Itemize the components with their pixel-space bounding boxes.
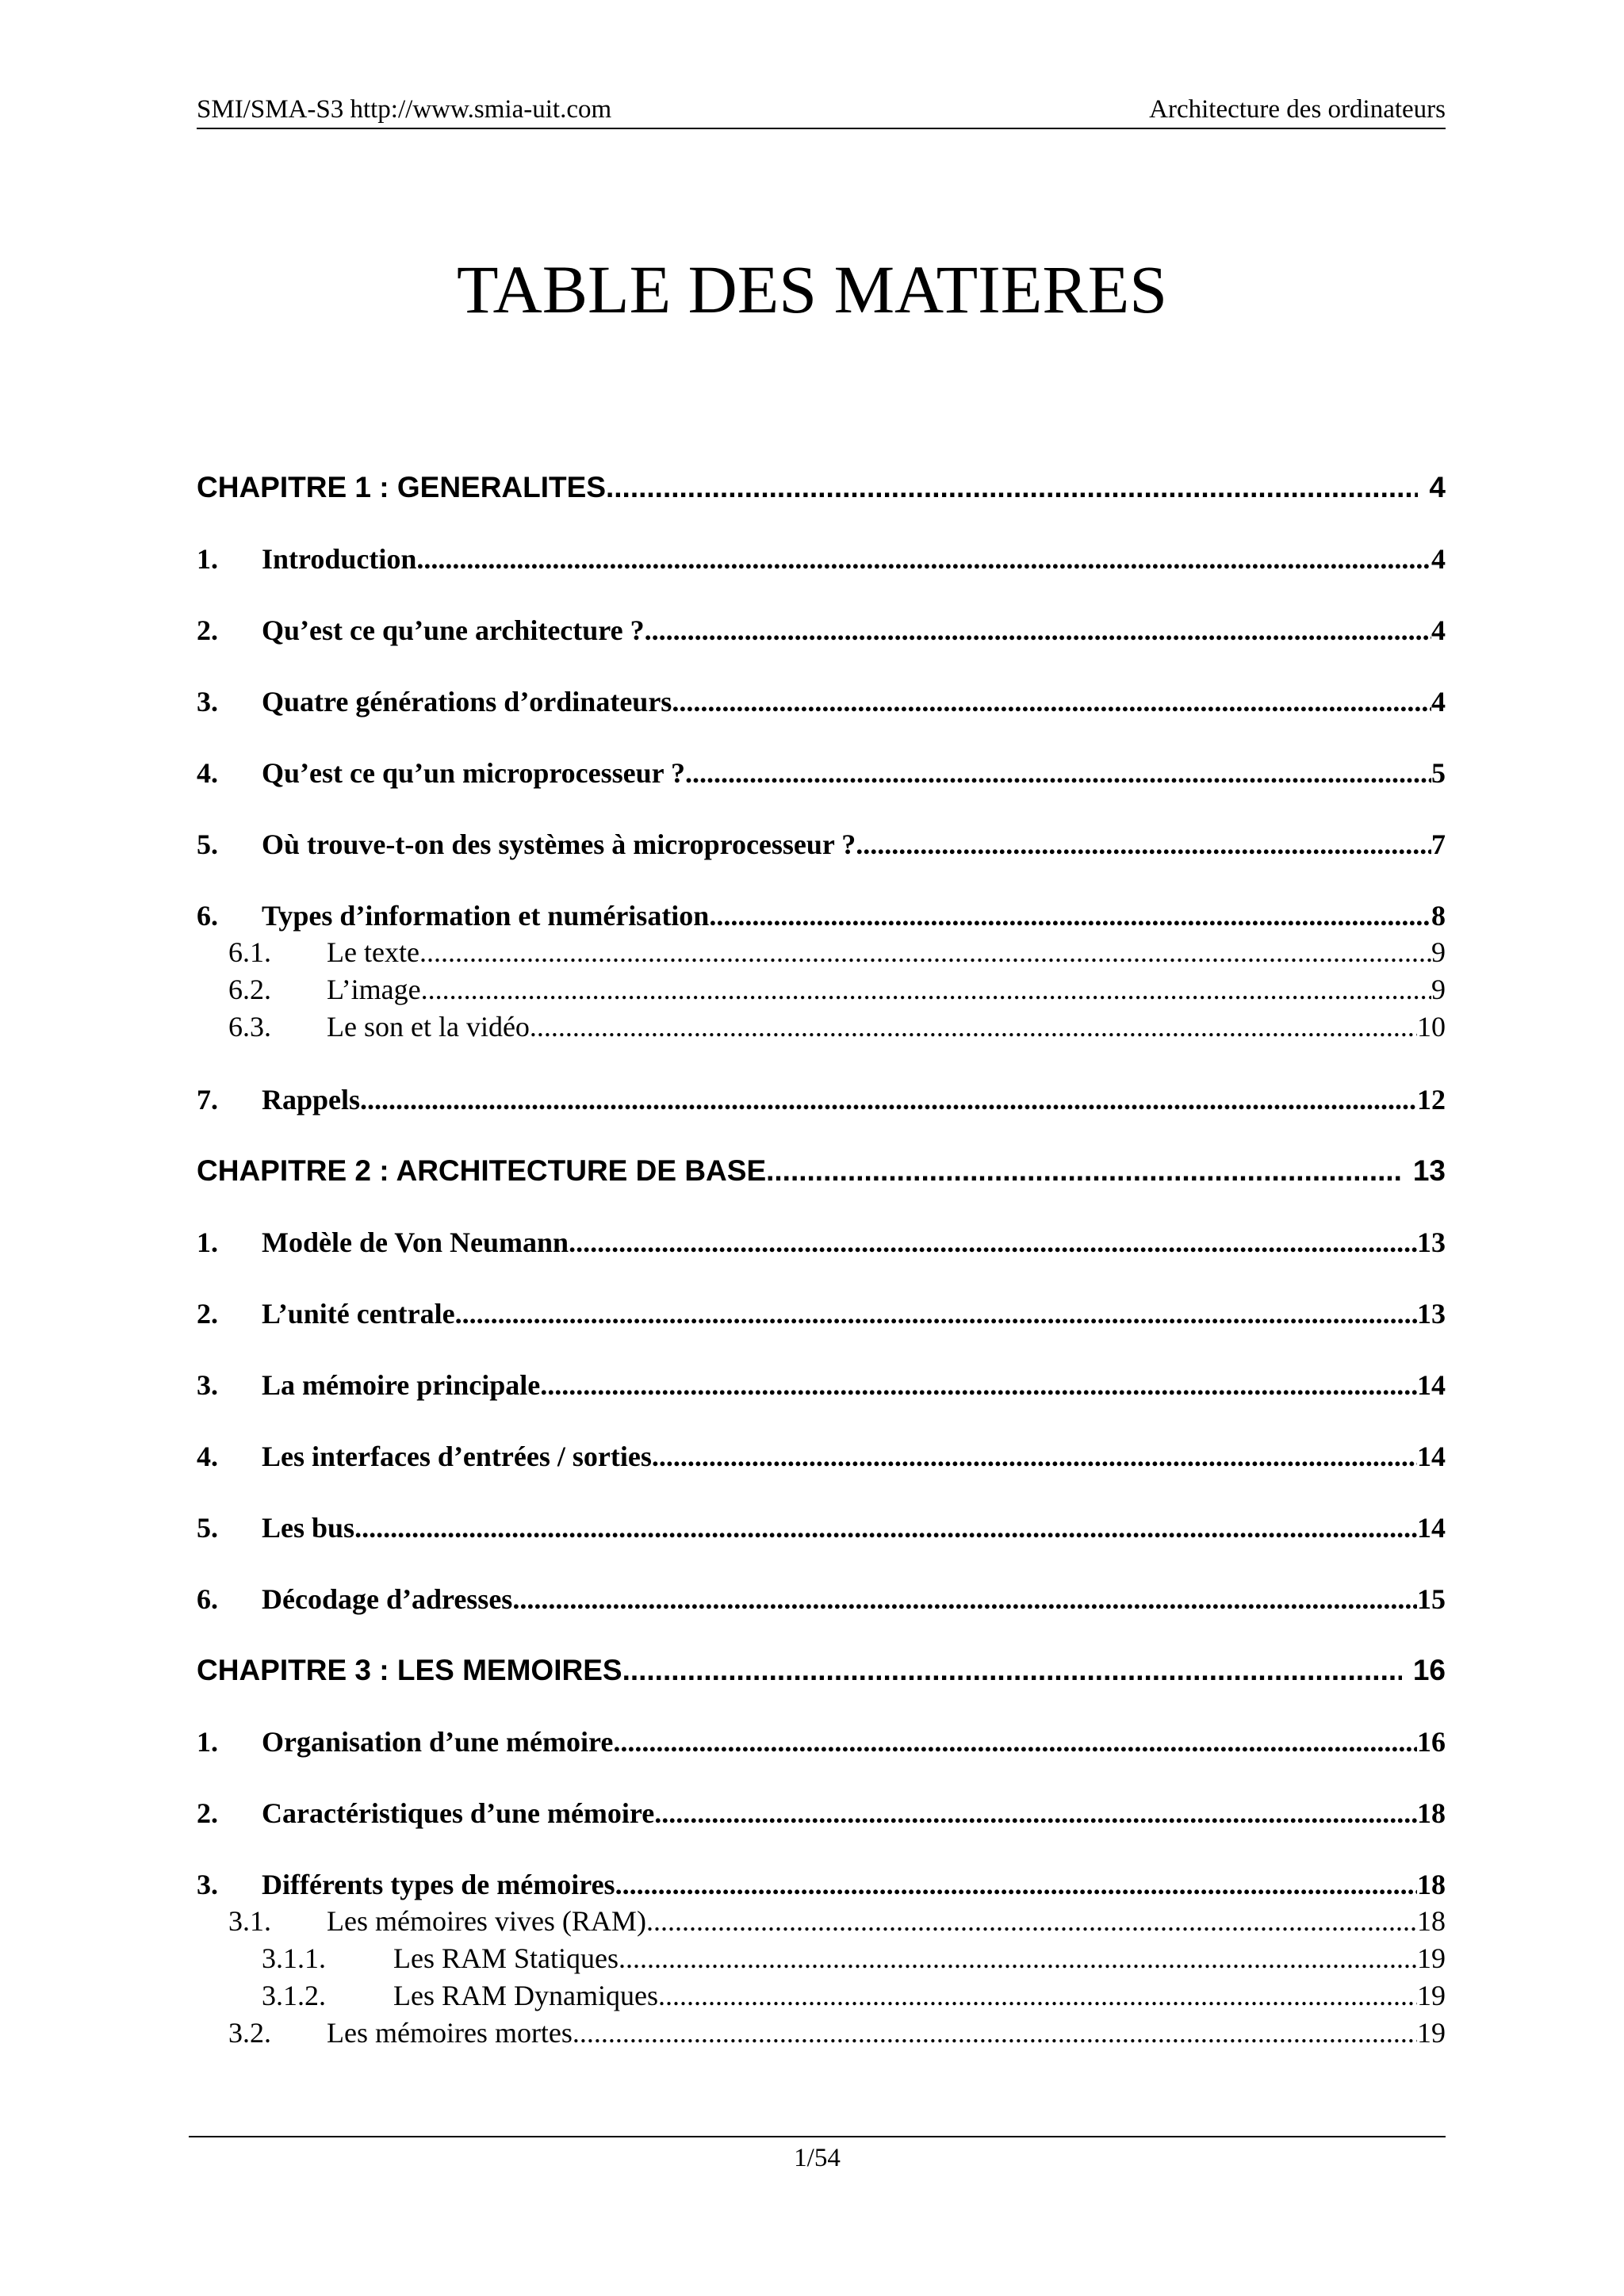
toc-entry-number: 2. <box>197 614 218 646</box>
toc-leader-dots <box>619 1940 1417 1977</box>
toc-leader-dots <box>613 1706 1417 1777</box>
toc-entry[interactable] <box>197 809 1446 880</box>
toc-entry-number: 3.1.1. <box>262 1942 326 1974</box>
toc-entry-number: 7. <box>197 1084 218 1115</box>
toc-leader-dots <box>672 666 1431 737</box>
toc-entry-number: 1. <box>197 1726 218 1758</box>
toc-entry-number: 4. <box>197 1441 218 1472</box>
toc-entry-number: 6. <box>197 900 218 932</box>
toc-entry[interactable] <box>197 1278 1446 1349</box>
toc-entry-label: L’image <box>327 974 421 1005</box>
toc-entry-page: 14 <box>1417 1441 1446 1472</box>
toc-entry-label: CHAPITRE 2 : ARCHITECTURE DE BASE <box>197 1154 767 1187</box>
toc-entry[interactable] <box>197 1940 1446 1977</box>
toc-entry[interactable] <box>197 1492 1446 1563</box>
toc-entry-number: 2. <box>197 1298 218 1330</box>
toc-leader-dots <box>455 1278 1417 1349</box>
toc-entry-page: 14 <box>1417 1512 1446 1544</box>
toc-entry[interactable] <box>197 1706 1446 1777</box>
toc-leader-dots <box>654 1777 1417 1849</box>
toc-leader-dots <box>622 1635 1402 1706</box>
toc-entry-page: 5 <box>1431 757 1446 789</box>
toc-entry[interactable] <box>197 2015 1446 2052</box>
toc-leader-dots <box>569 1207 1417 1278</box>
toc-entry-page: 9 <box>1431 974 1446 1005</box>
toc-entry-page: 7 <box>1431 828 1446 860</box>
toc-entry-page: 8 <box>1431 900 1446 932</box>
toc-entry-label: CHAPITRE 3 : LES MEMOIRES <box>197 1654 622 1686</box>
toc-entry-page: 13 <box>1417 1226 1446 1258</box>
toc-leader-dots <box>573 2015 1417 2052</box>
toc-entry-page: 4 <box>1431 543 1446 575</box>
toc-entry[interactable] <box>197 880 1446 934</box>
toc-leader-dots <box>658 1977 1417 2015</box>
toc-entry[interactable] <box>197 1849 1446 1903</box>
toc-entry-page: 19 <box>1417 1942 1446 1974</box>
toc-entry-label: Types d’information et numérisation <box>262 900 710 932</box>
toc-entry[interactable] <box>197 1349 1446 1421</box>
toc-entry-label: CHAPITRE 1 : GENERALITES <box>197 471 606 503</box>
toc-entry-page: 15 <box>1417 1583 1446 1615</box>
page-header <box>197 94 1446 129</box>
toc-entry[interactable] <box>197 934 1446 971</box>
toc-leader-dots <box>360 1064 1417 1135</box>
toc-entry-number: 6. <box>197 1583 218 1615</box>
toc-entry-page: 10 <box>1417 1011 1446 1043</box>
toc-entry-label: La mémoire principale <box>262 1369 541 1401</box>
toc-leader-dots <box>421 971 1431 1008</box>
toc-leader-dots <box>416 523 1431 595</box>
toc-leader-dots <box>606 452 1418 523</box>
toc-entry-number: 1. <box>197 1226 218 1258</box>
toc-entry[interactable] <box>197 737 1446 809</box>
header-left: SMI/SMA-S3 http://www.smia-uit.com <box>197 95 612 124</box>
toc-entry-number: 1. <box>197 543 218 575</box>
toc-entry-label: Qu’est ce qu’une architecture ? <box>262 614 645 646</box>
toc-entry-page: 16 <box>1412 1654 1446 1686</box>
toc-entry[interactable] <box>197 1777 1446 1849</box>
toc-entry-label: Organisation d’une mémoire <box>262 1726 614 1758</box>
toc-entry-number: 3.2. <box>228 2017 271 2049</box>
toc-entry[interactable] <box>197 1903 1446 1940</box>
toc-entry-label: Les RAM Statiques <box>393 1942 619 1974</box>
toc-entry-number: 4. <box>197 757 218 789</box>
toc-leader-dots <box>530 1008 1417 1046</box>
toc-leader-dots <box>645 595 1431 666</box>
toc-entry-label: Qu’est ce qu’un microprocesseur ? <box>262 757 685 789</box>
toc-entry-label: L’unité centrale <box>262 1298 455 1330</box>
toc-entry-page: 18 <box>1417 1869 1446 1900</box>
toc-entry[interactable] <box>197 595 1446 666</box>
toc-leader-dots <box>419 934 1431 971</box>
toc-entry-page: 18 <box>1417 1797 1446 1829</box>
toc-entry-page: 19 <box>1417 2017 1446 2049</box>
toc-entry-number: 2. <box>197 1797 218 1829</box>
toc-leader-dots <box>652 1421 1417 1492</box>
toc-entry-page: 4 <box>1431 614 1446 646</box>
toc-entry-label: Les mémoires vives (RAM) <box>327 1905 646 1937</box>
table-of-contents <box>197 452 1446 2052</box>
toc-entry[interactable] <box>197 971 1446 1008</box>
toc-entry-number: 6.3. <box>228 1011 271 1043</box>
toc-entry-label: Modèle de Von Neumann <box>262 1226 569 1258</box>
toc-entry-label: Le texte <box>327 936 419 968</box>
toc-entry-number: 5. <box>197 828 218 860</box>
toc-entry-number: 3. <box>197 1369 218 1401</box>
toc-entry[interactable] <box>197 1563 1446 1635</box>
toc-entry[interactable] <box>197 1064 1446 1135</box>
toc-leader-dots <box>512 1563 1417 1635</box>
toc-entry-number: 5. <box>197 1512 218 1544</box>
toc-entry-label: Où trouve-t-on des systèmes à microprocesseur ? <box>262 828 856 860</box>
toc-entry-page: 13 <box>1412 1154 1446 1187</box>
toc-entry-label: Les RAM Dynamiques <box>393 1980 658 2011</box>
toc-entry-label: Les interfaces d’entrées / sorties <box>262 1441 652 1472</box>
toc-entry-number: 3. <box>197 1869 218 1900</box>
toc-leader-dots <box>856 809 1431 880</box>
toc-entry[interactable] <box>197 452 1446 523</box>
toc-entry[interactable] <box>197 666 1446 737</box>
toc-entry-label: Caractéristiques d’une mémoire <box>262 1797 655 1829</box>
toc-entry-label: Les bus <box>262 1512 355 1544</box>
toc-entry-page: 18 <box>1417 1905 1446 1937</box>
toc-entry-page: 9 <box>1431 936 1446 968</box>
toc-leader-dots <box>540 1349 1417 1421</box>
toc-entry-number: 3.1. <box>228 1905 271 1937</box>
toc-leader-dots <box>685 737 1431 809</box>
toc-leader-dots <box>354 1492 1417 1563</box>
toc-entry[interactable] <box>197 1207 1446 1278</box>
toc-entry-page: 19 <box>1417 1980 1446 2011</box>
toc-entry-number: 6.2. <box>228 974 271 1005</box>
toc-entry-page: 14 <box>1417 1369 1446 1401</box>
header-right: Architecture des ordinateurs <box>1149 95 1446 124</box>
toc-entry-label: Les mémoires mortes <box>327 2017 573 2049</box>
toc-entry[interactable] <box>197 1977 1446 2015</box>
toc-entry-number: 3. <box>197 686 218 718</box>
toc-entry[interactable] <box>197 1135 1446 1207</box>
toc-entry-label: Introduction <box>262 543 417 575</box>
toc-entry[interactable] <box>197 1635 1446 1706</box>
toc-leader-dots <box>766 1135 1402 1207</box>
toc-entry-label: Le son et la vidéo <box>327 1011 530 1043</box>
toc-entry-number: 3.1.2. <box>262 1980 326 2011</box>
page-footer <box>189 2136 1446 2173</box>
toc-entry-page: 13 <box>1417 1298 1446 1330</box>
toc-entry-page: 12 <box>1417 1084 1446 1115</box>
toc-entry[interactable] <box>197 1008 1446 1064</box>
page-title: TABLE DES MATIERES <box>456 251 1168 327</box>
toc-entry[interactable] <box>197 523 1446 595</box>
toc-entry[interactable] <box>197 1421 1446 1492</box>
page-number: 1/54 <box>794 2144 841 2172</box>
toc-entry-label: Différents types de mémoires <box>262 1869 615 1900</box>
toc-entry-page: 16 <box>1417 1726 1446 1758</box>
toc-entry-number: 6.1. <box>228 936 271 968</box>
toc-entry-page: 4 <box>1429 471 1446 503</box>
toc-entry-label: Décodage d’adresses <box>262 1583 513 1615</box>
toc-entry-page: 4 <box>1431 686 1446 718</box>
toc-entry-label: Rappels <box>262 1084 361 1115</box>
toc-entry-label: Quatre générations d’ordinateurs <box>262 686 672 718</box>
toc-leader-dots <box>646 1903 1417 1940</box>
